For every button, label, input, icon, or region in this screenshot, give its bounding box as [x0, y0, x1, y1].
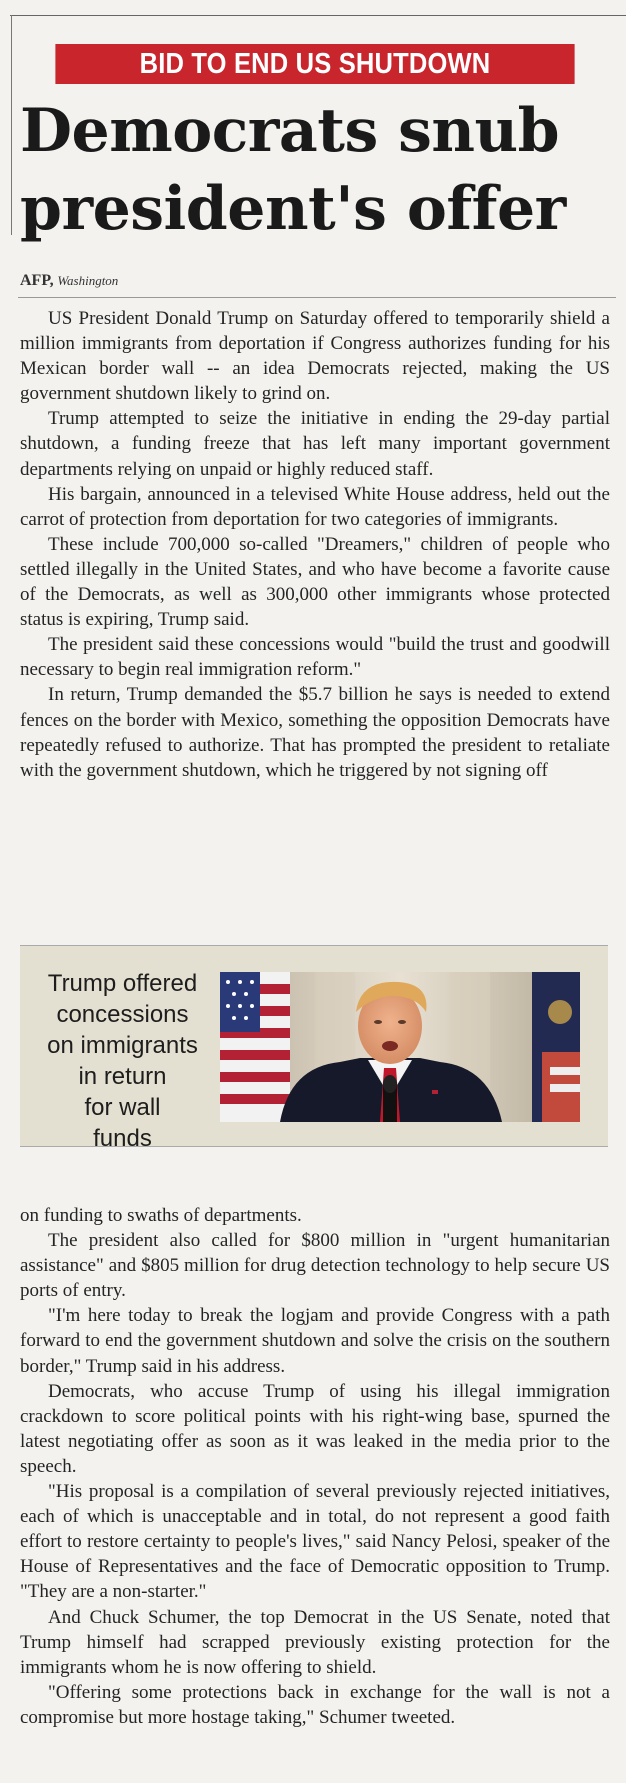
paragraph: on funding to swaths of departments. — [20, 1205, 302, 1226]
article-body-bottom — [20, 1203, 610, 1730]
kicker-banner: BID TO END US SHUTDOWN — [55, 44, 574, 84]
paragraph: Trump attempted to seize the initiative in ending the 29-day partial shutdown, a funding freeze that has left many important government departments relying on unpaid or highly reduced staff. — [20, 408, 610, 480]
paragraph: "Offering some protections back in exchange for the wall is not a compromise but more hostage taking," Schumer tweeted. — [20, 1681, 610, 1728]
byline-place: Washington — [57, 273, 119, 288]
byline-rule — [18, 297, 616, 298]
headline-line: Democrats snub — [20, 96, 560, 166]
pull-quote — [30, 968, 215, 1154]
paragraph: In return, Trump demanded the $5.7 billion he says is needed to extend fences on the border with Mexico, something the opposition Democrats have repeatedly refused to authorize. That has prompted the president to retaliate with the government shutdown, which he triggered by not signing off — [20, 684, 610, 781]
pull-quote-line: on immigrants — [47, 1032, 198, 1059]
paragraph: "His proposal is a compilation of several previously rejected initiatives, each of which is unacceptable and in total, do not represent a good faith effort to restore certainty to people's lives," said Nancy Pelosi, speaker of the House of Representatives and the face of Democratic opposition to Trump. "They are a non-starter." — [20, 1481, 610, 1603]
paragraph: The president said these concessions would "build the trust and goodwill necessary to begin real immigration reform." — [20, 634, 610, 681]
news-photo — [220, 972, 580, 1122]
article-body-top — [20, 306, 610, 783]
paragraph: The president also called for $800 million in "urgent humanitarian assistance" and $805 million for drug detection technology to help secure US ports of entry. — [20, 1230, 610, 1302]
pull-quote-box — [20, 945, 608, 1152]
paragraph: These include 700,000 so-called "Dreamers," children of people who settled illegally in the United States, and who have become a favorite cause of the Democrats, as well as 300,000 other immigrants whose protected status is expiring, Trump said. — [20, 533, 610, 631]
headline — [20, 92, 620, 248]
pull-quote-line: for wall — [84, 1094, 161, 1121]
top-rule — [10, 15, 626, 16]
byline-agency: AFP, — [20, 272, 54, 289]
pull-quote-line: in return — [78, 1063, 167, 1090]
paragraph: His bargain, announced in a televised White House address, held out the carrot of protection from deportation for two categories of immigrants. — [20, 483, 610, 530]
headline-line: president's offer — [20, 174, 566, 244]
paragraph: US President Donald Trump on Saturday offered to temporarily shield a million immigrants from deportation if Congress authorizes funding for his Mexican border wall -- an idea Democrats rejected, making the US government shutdown likely to grind on. — [20, 308, 610, 405]
paragraph: "I'm here today to break the logjam and provide Congress with a path forward to end the government shutdown and solve the crisis on the southern border," Trump said in his address. — [20, 1305, 610, 1377]
pull-quote-line: concessions — [56, 1001, 189, 1028]
paragraph: Democrats, who accuse Trump of using his illegal immigration crackdown to score political points with his right-wing base, spurned the latest negotiating offer as soon as it was leaked in the media prior to the speech. — [20, 1380, 610, 1477]
pull-quote-line: funds — [93, 1125, 152, 1152]
photo-illustration — [220, 972, 580, 1122]
column-rule — [11, 15, 12, 235]
byline — [20, 272, 118, 290]
pull-quote-line: Trump offered — [47, 970, 198, 997]
paragraph: And Chuck Schumer, the top Democrat in the US Senate, noted that Trump himself had scrapped previously existing protection for the immigrants whom he is now offering to shield. — [20, 1606, 610, 1678]
flag-right — [532, 972, 580, 1122]
us-flag-left — [220, 972, 290, 1122]
